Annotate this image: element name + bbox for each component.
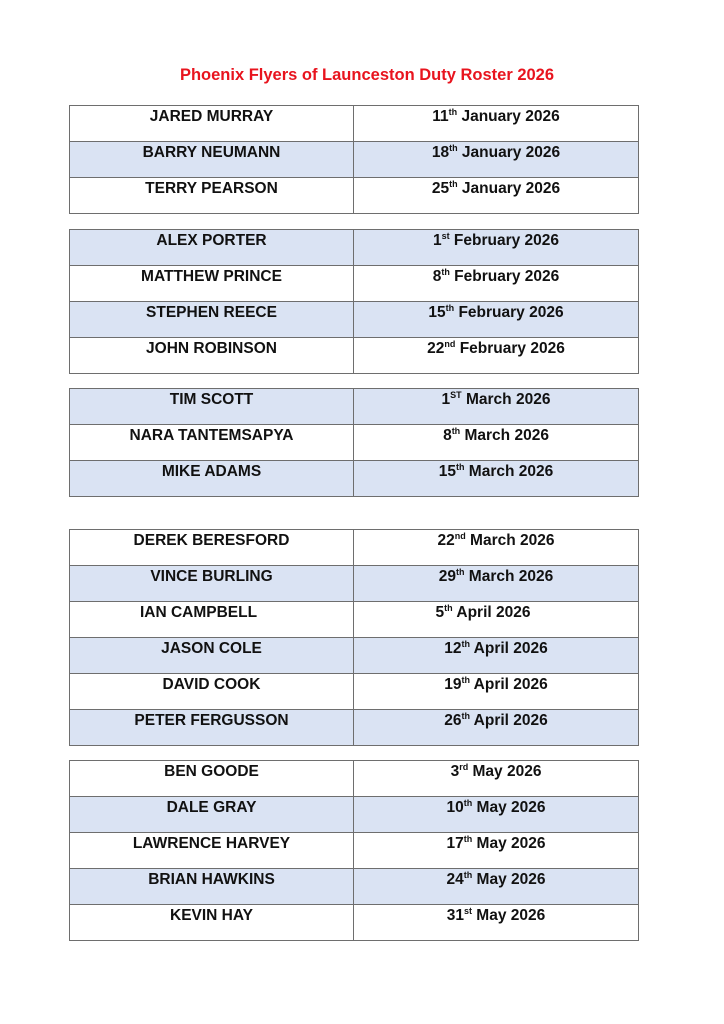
date-cell: 17th May 2026	[354, 833, 639, 869]
name-cell: BRIAN HAWKINS	[70, 869, 354, 905]
name-cell: STEPHEN REECE	[70, 302, 354, 338]
table-row	[70, 389, 639, 425]
table-row	[70, 710, 639, 746]
name-cell: TIM SCOTT	[70, 389, 354, 425]
date-cell: 25th January 2026	[354, 178, 639, 214]
date-cell: 22nd March 2026	[354, 530, 639, 566]
name-cell: JOHN ROBINSON	[70, 338, 354, 374]
table-row	[70, 602, 639, 638]
table-row	[70, 674, 639, 710]
date-cell: 5th April 2026	[354, 602, 639, 638]
table-row	[70, 797, 639, 833]
table-row	[70, 302, 639, 338]
table-row	[70, 833, 639, 869]
name-cell: IAN CAMPBELL	[70, 602, 354, 638]
roster-table-february	[69, 229, 639, 374]
name-cell: TERRY PEARSON	[70, 178, 354, 214]
page-title: Phoenix Flyers of Launceston Duty Roster 2026	[179, 66, 555, 84]
date-cell: 15th February 2026	[354, 302, 639, 338]
date-cell: 29th March 2026	[354, 566, 639, 602]
table-row	[70, 638, 639, 674]
name-cell: BEN GOODE	[70, 761, 354, 797]
roster-table-january	[69, 105, 639, 214]
table-row	[70, 461, 639, 497]
date-cell: 22nd February 2026	[354, 338, 639, 374]
date-cell: 8th March 2026	[354, 425, 639, 461]
date-cell: 24th May 2026	[354, 869, 639, 905]
date-cell: 26th April 2026	[354, 710, 639, 746]
table-row	[70, 425, 639, 461]
roster-table-march	[69, 388, 639, 497]
name-cell: MATTHEW PRINCE	[70, 266, 354, 302]
table-row	[70, 338, 639, 374]
date-cell: 19th April 2026	[354, 674, 639, 710]
table-row	[70, 905, 639, 941]
table-row	[70, 142, 639, 178]
table-row	[70, 266, 639, 302]
date-cell: 11th January 2026	[354, 106, 639, 142]
name-cell: MIKE ADAMS	[70, 461, 354, 497]
name-cell: ALEX PORTER	[70, 230, 354, 266]
name-cell: DALE GRAY	[70, 797, 354, 833]
date-cell: 18th January 2026	[354, 142, 639, 178]
name-cell: VINCE BURLING	[70, 566, 354, 602]
date-cell: 10th May 2026	[354, 797, 639, 833]
date-cell: 1st February 2026	[354, 230, 639, 266]
date-cell: 12th April 2026	[354, 638, 639, 674]
table-row	[70, 530, 639, 566]
table-row	[70, 178, 639, 214]
date-cell: 31st May 2026	[354, 905, 639, 941]
name-cell: KEVIN HAY	[70, 905, 354, 941]
date-cell: 1ST March 2026	[354, 389, 639, 425]
roster-table-may	[69, 760, 639, 941]
date-cell: 15th March 2026	[354, 461, 639, 497]
name-cell: NARA TANTEMSAPYA	[70, 425, 354, 461]
name-cell: PETER FERGUSSON	[70, 710, 354, 746]
table-row	[70, 566, 639, 602]
table-row	[70, 869, 639, 905]
roster-table-march-april	[69, 529, 639, 746]
name-cell: DEREK BERESFORD	[70, 530, 354, 566]
table-row	[70, 106, 639, 142]
name-cell: LAWRENCE HARVEY	[70, 833, 354, 869]
table-row	[70, 230, 639, 266]
table-row	[70, 761, 639, 797]
date-cell: 3rd May 2026	[354, 761, 639, 797]
name-cell: JASON COLE	[70, 638, 354, 674]
name-cell: DAVID COOK	[70, 674, 354, 710]
date-cell: 8th February 2026	[354, 266, 639, 302]
name-cell: BARRY NEUMANN	[70, 142, 354, 178]
name-cell: JARED MURRAY	[70, 106, 354, 142]
